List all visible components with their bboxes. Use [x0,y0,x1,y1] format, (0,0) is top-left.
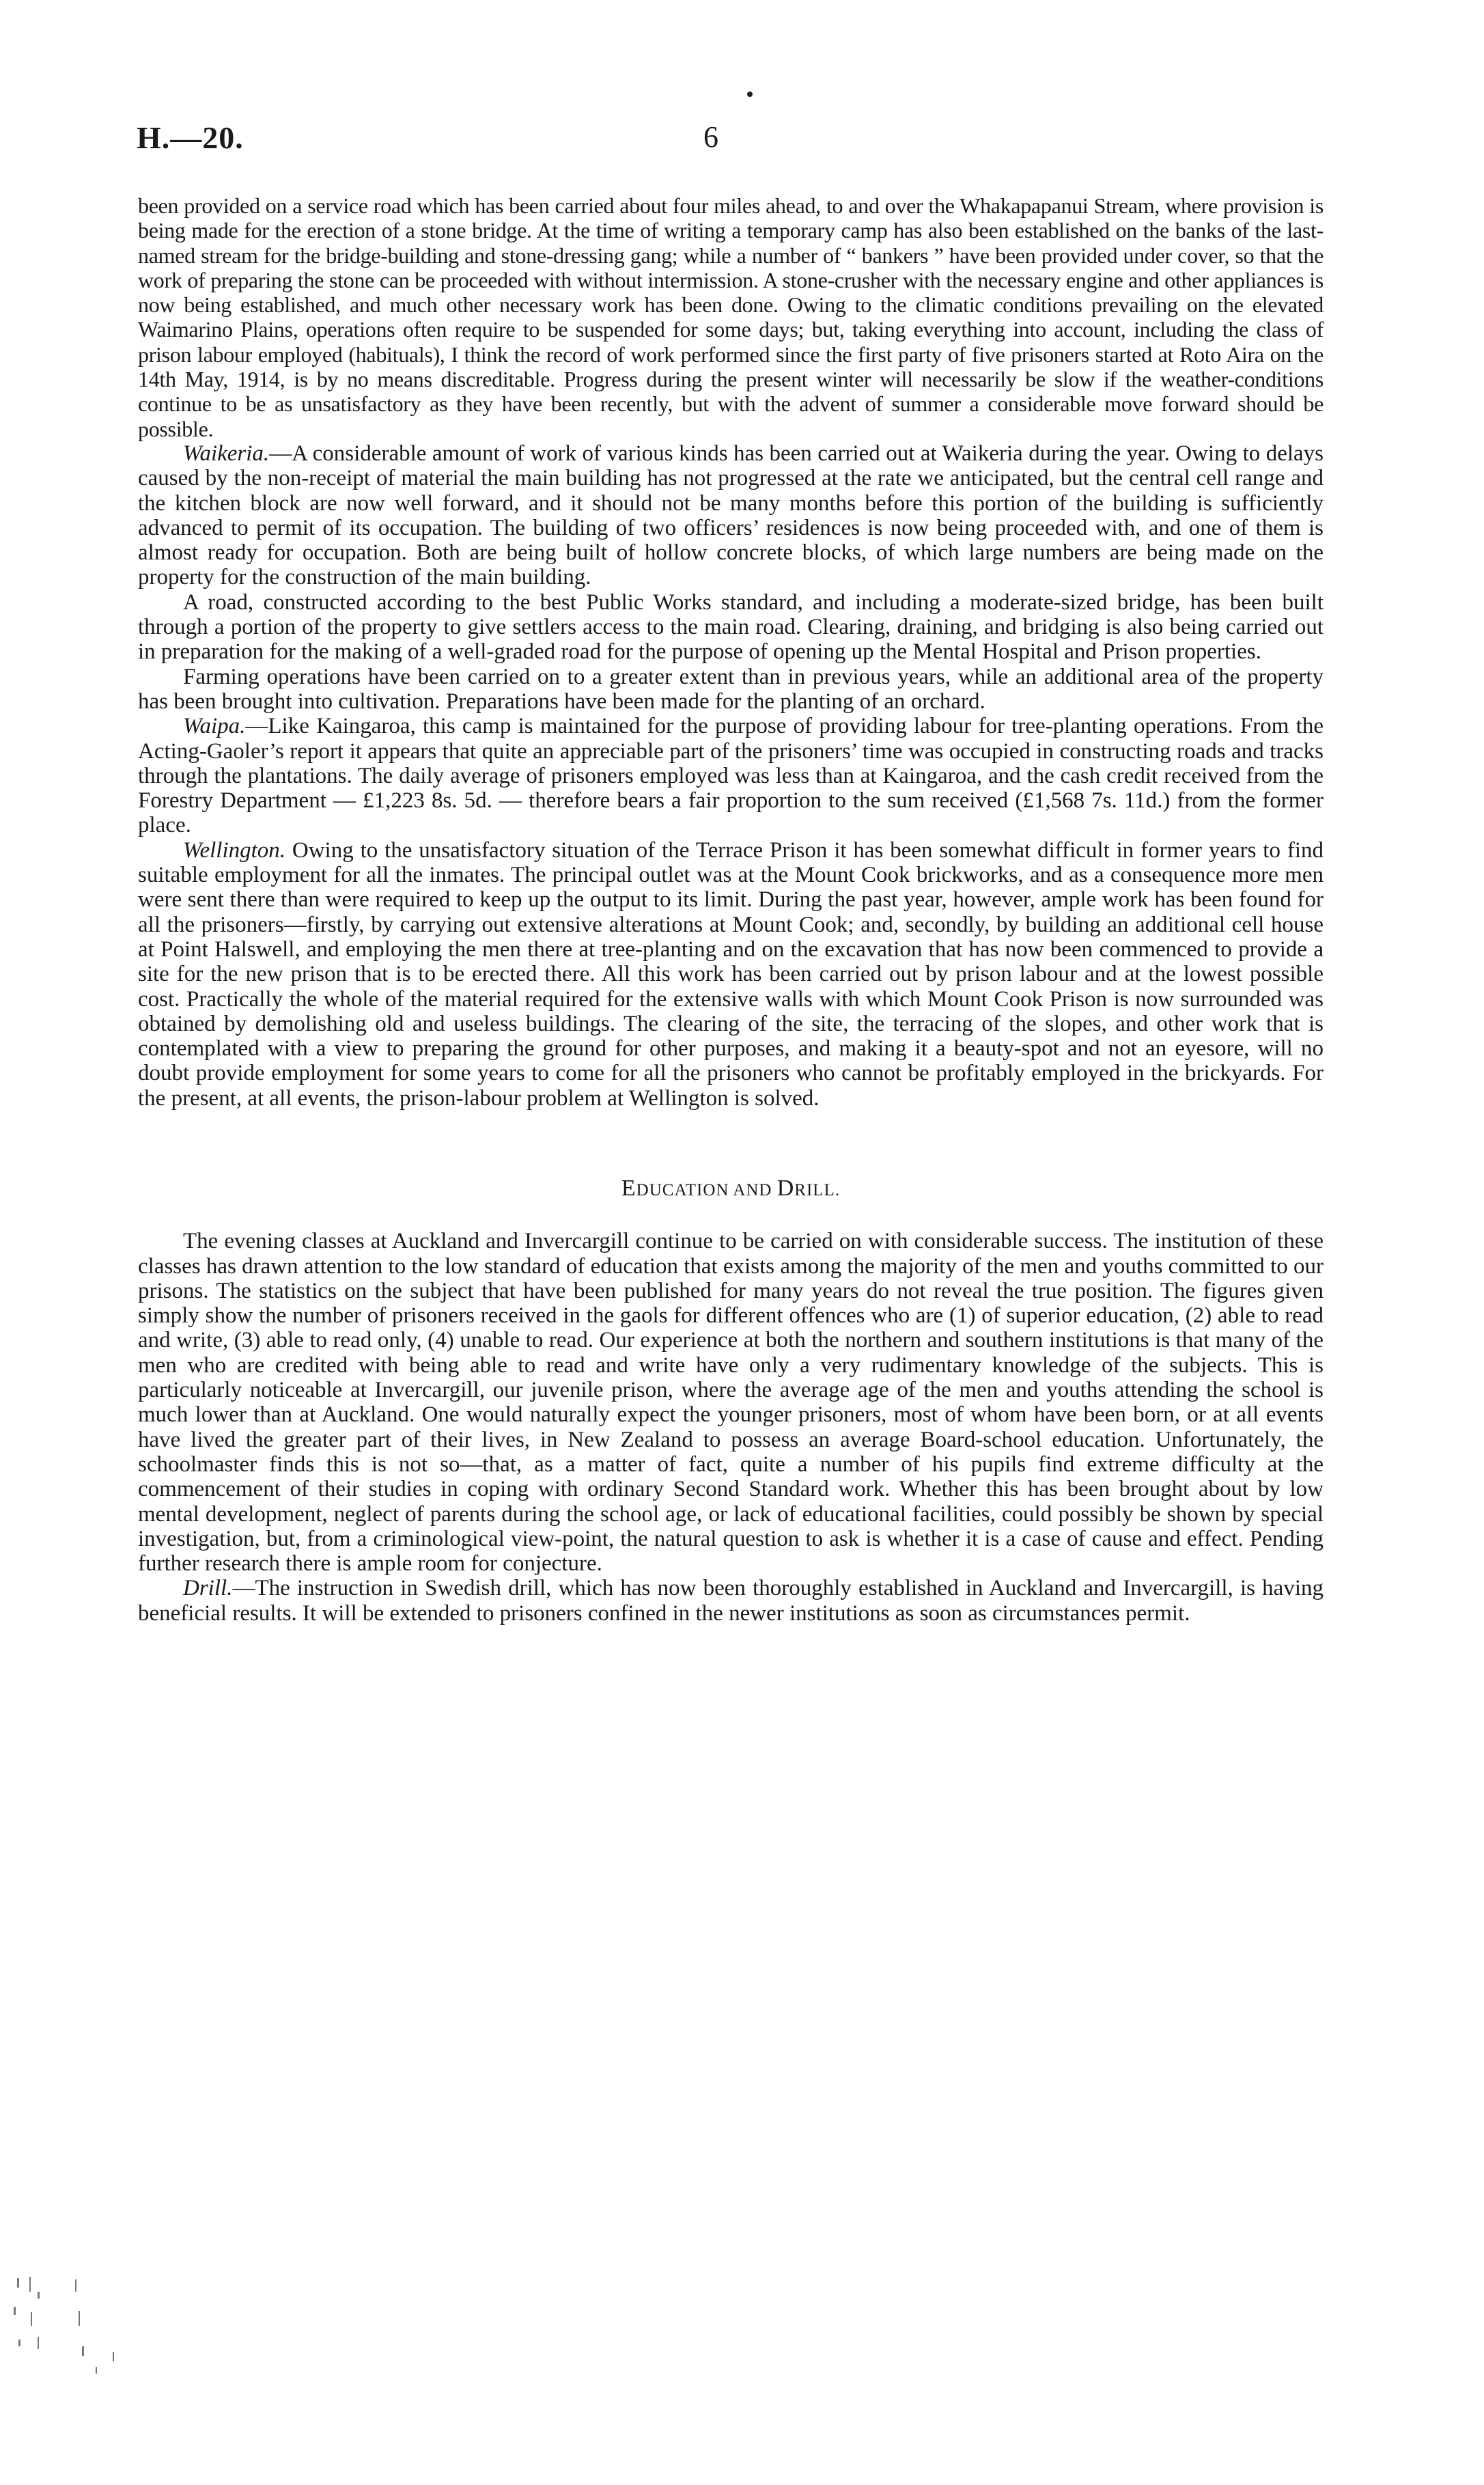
scan-speck [29,2277,31,2292]
heading-initial: D [776,1175,795,1201]
scan-margin-specks [10,2271,147,2380]
scan-speck [96,2367,97,2374]
paragraph-waikeria-farming [138,665,1324,714]
paragraph-tongariro-continuation [138,193,1324,441]
paragraph-drill [138,1576,1324,1626]
heading-smallcaps: RILL. [794,1180,841,1199]
scan-speck [14,2307,16,2315]
paragraph-text: Owing to the unsatisfactory situation of the Terrace Prison it has been somewhat difficult in former years to find suitable employment for all the inmates. The principal outlet was at the Mount Cook brickworks, and as a consequence more men were sent there than were required to keep up the output to its limit. During the past year, however, ample work has been found for all the prisoners—firstly, by carrying out extensive alterations at Mount Cook; and, secondly, by building an additional cell house at Point Halswell, and employing the men there at tree-planting and on the excavation that has now been commenced to provide a site for the new prison that is to be erected there. All this work has been carried out by prison labour and at the lowest possible cost. Practically the whole of the material required for the extensive walls with which Mount Cook Prison is now surrounded was obtained by demolishing old and useless buildings. The clearing of the site, the terracing of the slopes, and other work that is contemplated with a view to preparing the ground for other purposes, and making it a beauty-spot and not an eyesore, will no doubt provide employment for some years to come for all the prisoners who cannot be profitably employed in the brickyards. For the present, at all events, the prison-labour problem at Wellington is solved. [138,837,1324,1111]
paragraph-text: The evening classes at Auckland and Invercargill continue to be carried on with considerable success. The institution of these classes has drawn attention to the low standard of education that exists among the majority of the men and youths committed to our prisons. The statistics on the subject that have been published for many years do not reveal the true position. The figures given simply show the number of prisoners received in the gaols for different offences who are (1) of superior education, (2) able to read and write, (3) able to read only, (4) unable to read. Our experience at both the northern and southern institutions is that many of the men who are credited with being able to read and write have only a very rudimentary knowledge of the subjects. This is particularly noticeable at Invercargill, our juvenile prison, where the average age of the men and youths attending the school is much lower than at Auckland. One would naturally expect the younger prisoners, most of whom have been born, or at all events have lived the greater part of their lives, in New Zealand to possess an average Board-school education. Unfortunately, the schoolmaster finds this is not so—that, as a matter of fact, quite a number of his pupils find extreme difficulty at the commencement of their studies in coping with ordinary Second Standard work. Whether this has been brought about by low mental development, neglect of parents during the school age, or lack of educational facilities, could possibly be shown by special investigation, but, from a criminological view-point, the natural question to ask is whether it is a case of cause and effect. Pending further research there is ample room for conjecture. [138,1229,1324,1577]
page-header [137,120,1325,161]
paragraph-waikeria [138,441,1324,590]
paragraph-text: —The instruction in Swedish drill, which has now been thoroughly established in Auckland and Invercargill, is having beneficial results. It will be extended to prisoners confined in the newer institutions as soon as circumstances permit. [138,1576,1324,1626]
paragraph-lead-waipa: Waipa. [183,714,246,739]
paragraph-waikeria-road [138,590,1324,665]
paragraph-text: been provided on a service road which has been carried about four miles ahead, to and over the Whakapapanui Stream, where provision is being made for the erection of a stone bridge. At the time of writing a temporary camp has also been established on the banks of the last-named stream for the bridge-building and stone-dressing gang; while a number of “ bankers ” have been provided under cover, so that the work of preparing the stone can be proceeded with without intermission. A stone-crusher with the necessary engine and other appliances is now being established, and much other necessary work has been done. Owing to the climatic conditions prevailing on the elevated Waimarino Plains, operations often require to be suspended for some days; but, taking everything into account, including the class of prison labour employed (habituals), I think the record of work performed since the first party of five prisoners started at Roto Aira on the 14th May, 1914, is by no means discreditable. Progress during the present winter will necessarily be slow if the weather-conditions continue to be as unsatisfactory as they have been recently, but with the advent of summer a considerable move forward should be possible. [138,193,1324,441]
scan-speck [17,2278,19,2288]
section-heading-education-and-drill [138,1176,1324,1203]
heading-initial: E [621,1175,636,1201]
scan-speck [38,2337,39,2349]
paragraph-lead-drill: Drill. [183,1576,233,1601]
scan-speck [79,2311,80,2326]
paragraph-lead-waikeria: Waikeria. [183,441,270,466]
scan-speck [113,2352,114,2361]
body-text [138,193,1324,1626]
scan-speck [38,2292,40,2299]
heading-smallcaps: DUCATION AND [636,1180,777,1199]
paragraph-evening-classes [138,1229,1324,1576]
document-reference: H.—20. [137,120,244,155]
paragraph-text: —Like Kaingaroa, this camp is maintained for the purpose of providing labour for tree-planting operations. From the Acting-Gaoler’s report it appears that quite an appreciable part of the prisoners’ time was occupied in constructing roads and tracks through the plantations. The daily average of prisoners employed was less than at Kaingaroa, and the cash credit received from the Forestry Department — £1,223 8s. 5d. — therefore bears a fair proportion to the sum received (£1,568 7s. 11d.) from the former place. [138,714,1324,838]
paragraph-wellington [138,838,1324,1111]
page-number: 6 [703,120,718,154]
scan-speck [31,2312,32,2326]
scan-speck [18,2340,20,2346]
scan-speck [75,2279,76,2292]
print-speck-dot [747,92,753,97]
paragraph-text: —A considerable amount of work of various kinds has been carried out at Waikeria during the year. Owing to delays caused by the non-receipt of material the main building has not progressed at the rate we anticipated, but the central cell range and the kitchen block are now well forward, and it should not be many months before this portion of the building is sufficiently advanced to permit of its occupation. The building of two officers’ residences is now being proceeded with, and one of them is almost ready for occupation. Both are being built of hollow concrete blocks, of which large numbers are being made on the property for the construction of the main building. [138,441,1324,590]
paragraph-text: Farming operations have been carried on to a greater extent than in previous years, while an additional area of the property has been brought into cultivation. Preparations have been made for the planting of an orchard. [138,664,1324,714]
paragraph-lead-wellington: Wellington. [183,837,286,863]
paragraph-text: A road, constructed according to the best Public Works standard, and including a moderate-sized bridge, has been built through a portion of the property to give settlers access to the main road. Clearing, draining, and bridging is also being carried out in preparation for the making of a well-graded road for the purpose of opening up the Mental Hospital and Prison properties. [138,589,1324,665]
paragraph-waipa [138,714,1324,837]
scan-speck [82,2346,84,2356]
